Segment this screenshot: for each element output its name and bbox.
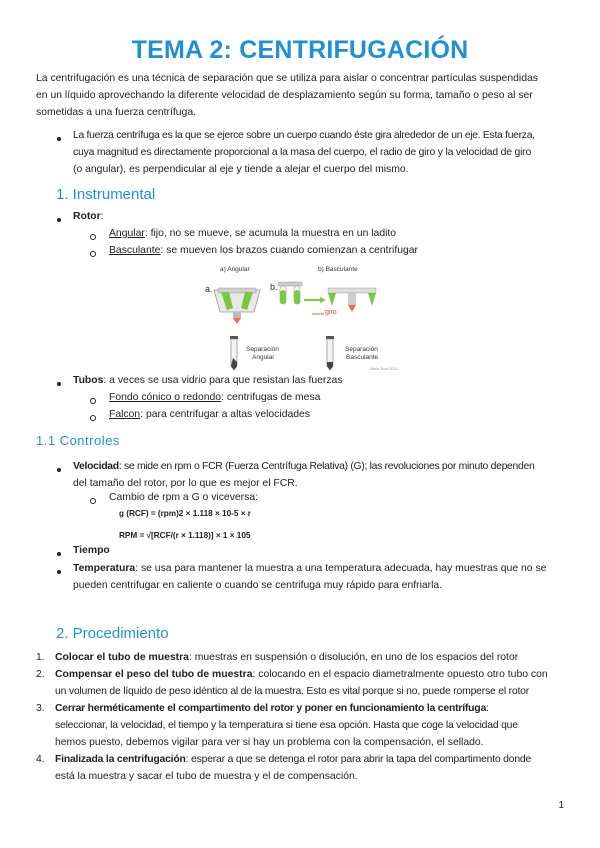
figure-letter-b: b.: [270, 282, 278, 292]
fondo-label: Fondo cónico o redondo: [109, 392, 222, 403]
fuerza-line-1: La fuerza centrífuga es la que se ejerce sobre un cuerpo cuando éste gira alrededor de un eje. Esta fuerza,: [73, 130, 535, 141]
falcon-text: : para centrifugar a altas velocidades: [140, 409, 310, 420]
procedure-step-2: [55, 669, 548, 680]
intro-line-3: sometidas a una fuerza centrífuga.: [36, 107, 196, 118]
sep-basculante-line-2: Basculante: [346, 354, 379, 361]
section-heading-instrumental: 1. Instrumental: [56, 186, 156, 203]
tiempo-label: Tiempo: [73, 545, 110, 556]
figure-letter-a: a.: [205, 284, 213, 294]
procedure-step-4: [55, 754, 531, 765]
tiempo-item: [73, 545, 110, 556]
angular-rotor-illustration: [214, 288, 260, 324]
velocidad-item: [73, 461, 534, 472]
step-text: : colocando en el espacio diametralmente opuesto otro tubo con: [252, 669, 548, 680]
step-label: Finalizada la centrifugación: [55, 754, 186, 765]
sub-bullet: [90, 398, 96, 404]
bullet-dot: [57, 382, 61, 386]
temperatura-label: Temperatura: [73, 563, 136, 574]
figure-credit: Alicia Bort 2024: [370, 366, 399, 371]
list-number: 1.: [36, 652, 45, 663]
angular-tube-illustration: [230, 336, 238, 370]
velocidad-label: Velocidad: [73, 461, 119, 472]
sub-bullet: [90, 498, 96, 504]
step-label: Compensar el peso del tubo de muestra: [55, 669, 253, 680]
sep-angular-line-2: Angular: [252, 354, 275, 361]
list-number: 4.: [36, 754, 45, 765]
tubos-label: Tubos: [73, 375, 104, 386]
step-text: : muestras en suspensión o disolución, en uno de los espacios del rotor: [188, 652, 519, 663]
tubos-text: : a veces se usa vidrio para que resistan las fuerzas: [103, 375, 343, 386]
basculante-text: : se mueven los brazos cuando comienzan a centrifugar: [160, 245, 419, 256]
step-label: Cerrar herméticamente el compartimento del rotor y poner en funcionamiento la centrífuga: [55, 703, 487, 714]
bullet-dot: [57, 570, 61, 574]
basculante-rotor-illustration: [278, 282, 376, 316]
temperatura-line-2: pueden centrifugar en caliente o cuando se centrifuga muy rápido para enfriarla.: [73, 580, 443, 591]
falcon-item: [109, 409, 310, 420]
list-number: 2.: [36, 669, 45, 680]
angular-text: : fijo, no se mueve, se acumula la muestra en un ladito: [144, 228, 397, 239]
tubos-item: [73, 375, 343, 386]
figure-label-basculante: b) Basculante: [318, 266, 358, 273]
fuerza-line-2: cuya magnitud es directamente proporcional a la masa del cuerpo, el radio de giro y la velocidad de giro: [73, 147, 532, 158]
step-text: :: [486, 703, 489, 714]
bullet-dot: [57, 218, 61, 222]
fuerza-line-3: (o angular), es perpendicular al eje y tiende a alejar el cuerpo del mismo.: [73, 164, 409, 175]
subsection-heading-controles: 1.1 Controles: [36, 433, 120, 448]
velocidad-line-2: del tamaño del rotor, por lo que es mejor el FCR.: [73, 478, 298, 489]
formula-rpm: RPM = √[RCF/(r × 1.118)] × 1 × 105: [119, 531, 251, 540]
angular-label: Angular: [109, 228, 145, 239]
page-title: TEMA 2: CENTRIFUGACIÓN: [131, 36, 469, 64]
fondo-text: : centrifugas de mesa: [221, 392, 321, 403]
sep-angular-line-1: Separación: [246, 346, 279, 353]
bullet-dot: [57, 468, 61, 472]
temperatura-item: [73, 563, 546, 574]
giro-label: giro: [325, 309, 337, 316]
rotor-label: Rotor: [73, 211, 101, 222]
bullet-dot: [57, 137, 61, 141]
temperatura-text: : se usa para mantener la muestra a una temperatura adecuada, hay muestras que no se: [135, 563, 547, 574]
step-4-line-2: está la muestra y sacar el tubo de muestra y el de compensación.: [55, 771, 358, 782]
step-2-line-2: un volumen de líquido de peso idéntico al de la muestra. Esto es vital porque si no, puede romperse el rotor: [55, 686, 529, 697]
intro-line-2: en un líquido aprovechando la diferente velocidad de desplazamiento según su forma, tamaño o peso al ser: [36, 90, 533, 101]
procedure-step-3: [55, 703, 489, 714]
list-number: 3.: [36, 703, 45, 714]
rotor-item: [73, 211, 104, 222]
figure-label-angular: a) Angular: [220, 266, 250, 273]
sep-basculante-line-1: Separación: [345, 346, 378, 353]
angular-item: [109, 228, 396, 239]
sub-bullet: [90, 415, 96, 421]
formula-rcf: g (RCF) = (rpm)2 × 1.118 × 10-5 × r: [119, 509, 251, 518]
basculante-label: Basculante: [109, 245, 161, 256]
sub-bullet: [90, 234, 96, 240]
velocidad-text: : se mide en rpm o FCR (Fuerza Centrífuga Relativa) (G); las revoluciones por minuto dependen: [118, 461, 535, 472]
page-number: 1: [558, 800, 564, 811]
rotor-figure: [200, 262, 405, 374]
step-text: : esperar a que se detenga el rotor para abrir la tapa del compartimento donde: [185, 754, 532, 765]
step-3-line-3: hemos puesto, debemos vigilar para ver si hay un problema con la compensación, el sellado.: [55, 737, 484, 748]
cambio-text: Cambio de rpm a G o viceversa:: [109, 492, 258, 503]
rotor-colon: :: [100, 211, 104, 222]
procedure-step-1: [55, 652, 518, 663]
fondo-item: [109, 392, 320, 403]
step-3-line-2: seleccionar, la velocidad, el tiempo y la temperatura si tiene esa opción. Hasta que coge la velocidad que: [55, 720, 518, 731]
intro-line-1: La centrifugación es una técnica de separación que se utiliza para aislar o concentrar partículas suspendidas: [36, 73, 538, 84]
bullet-dot: [57, 552, 61, 556]
step-label: Colocar el tubo de muestra: [55, 652, 189, 663]
falcon-label: Falcon: [109, 409, 141, 420]
basculante-tube-illustration: [326, 336, 334, 370]
sub-bullet: [90, 251, 96, 257]
basculante-item: [109, 245, 418, 256]
section-heading-procedimiento: 2. Procedimiento: [56, 625, 169, 642]
